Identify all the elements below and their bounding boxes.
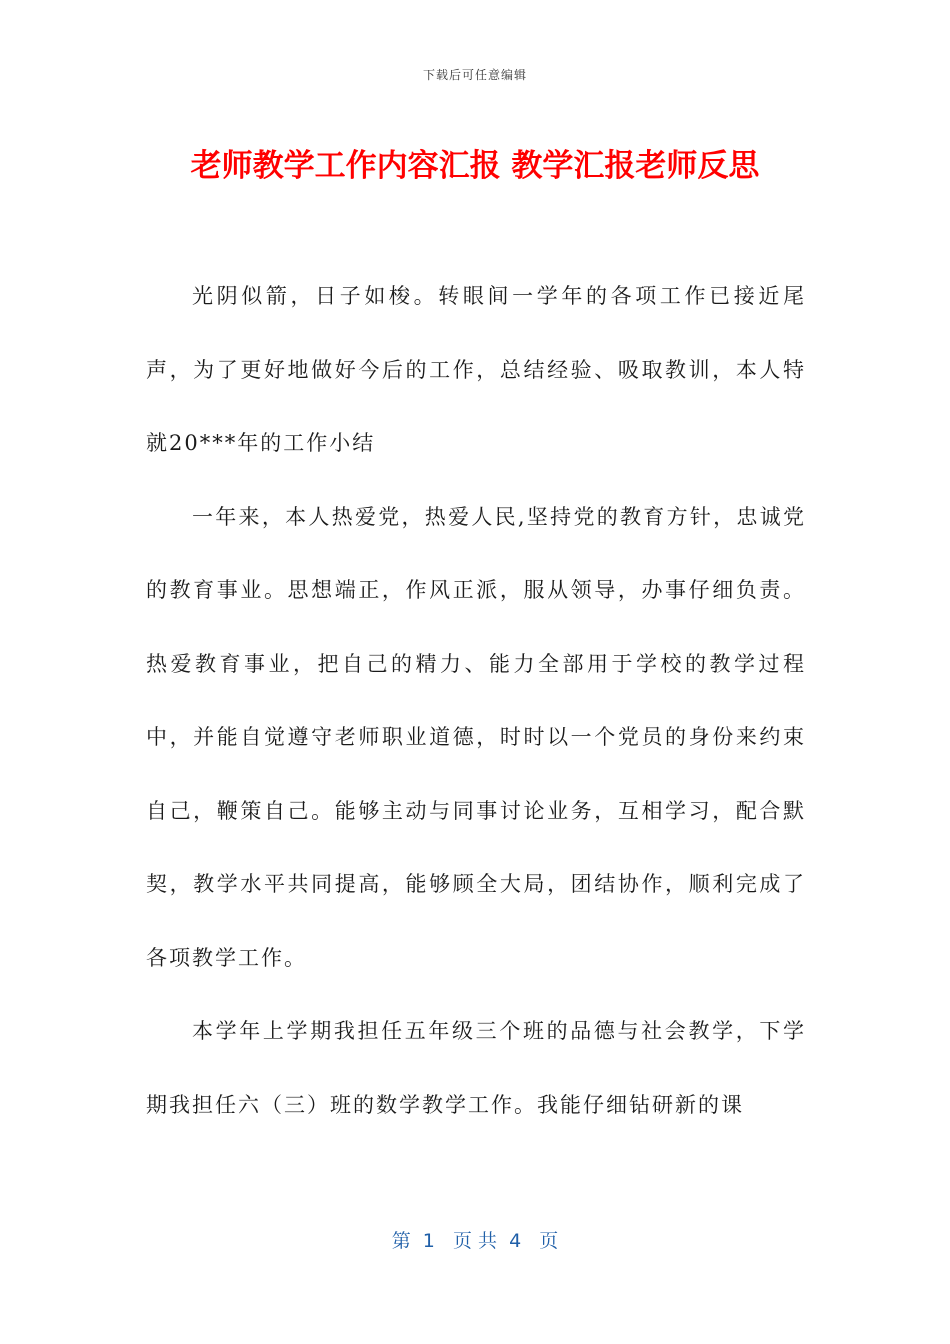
- document-title: 老师教学工作内容汇报 教学汇报老师反思: [190, 148, 760, 184]
- paragraph-3: 本学年上学期我担任五年级三个班的品德与社会教学，下学期我担任六（三）班的数学教学工作。我能仔细钻研新的课: [146, 1019, 806, 1117]
- paragraph-1: 光阴似箭，日子如梭。转眼间一学年的各项工作已接近尾声，为了更好地做好今后的工作，总结经验、吸取教训，本人特就20***年的工作小结: [146, 284, 806, 455]
- page-number-footer: 第 1 页 共 4 页: [391, 1230, 559, 1252]
- header-note: 下载后可任意编辑: [422, 68, 527, 82]
- paragraph-2: 一年来，本人热爱党，热爱人民,坚持党的教育方针，忠诚党的教育事业。思想端正，作风正派，服从领导，办事仔细负责。热爱教育事业，把自己的精力、能力全部用于学校的教学过程中，并能自觉遵守老师职业道德，时时以一个党员的身份来约束自己，鞭策自己。能够主动与同事讨论业务，互相学习，配合默契，教学水平共同提高，能够顾全大局，团结协作，顺利完成了各项教学工作。: [146, 504, 806, 970]
- document-body: [146, 260, 806, 1142]
